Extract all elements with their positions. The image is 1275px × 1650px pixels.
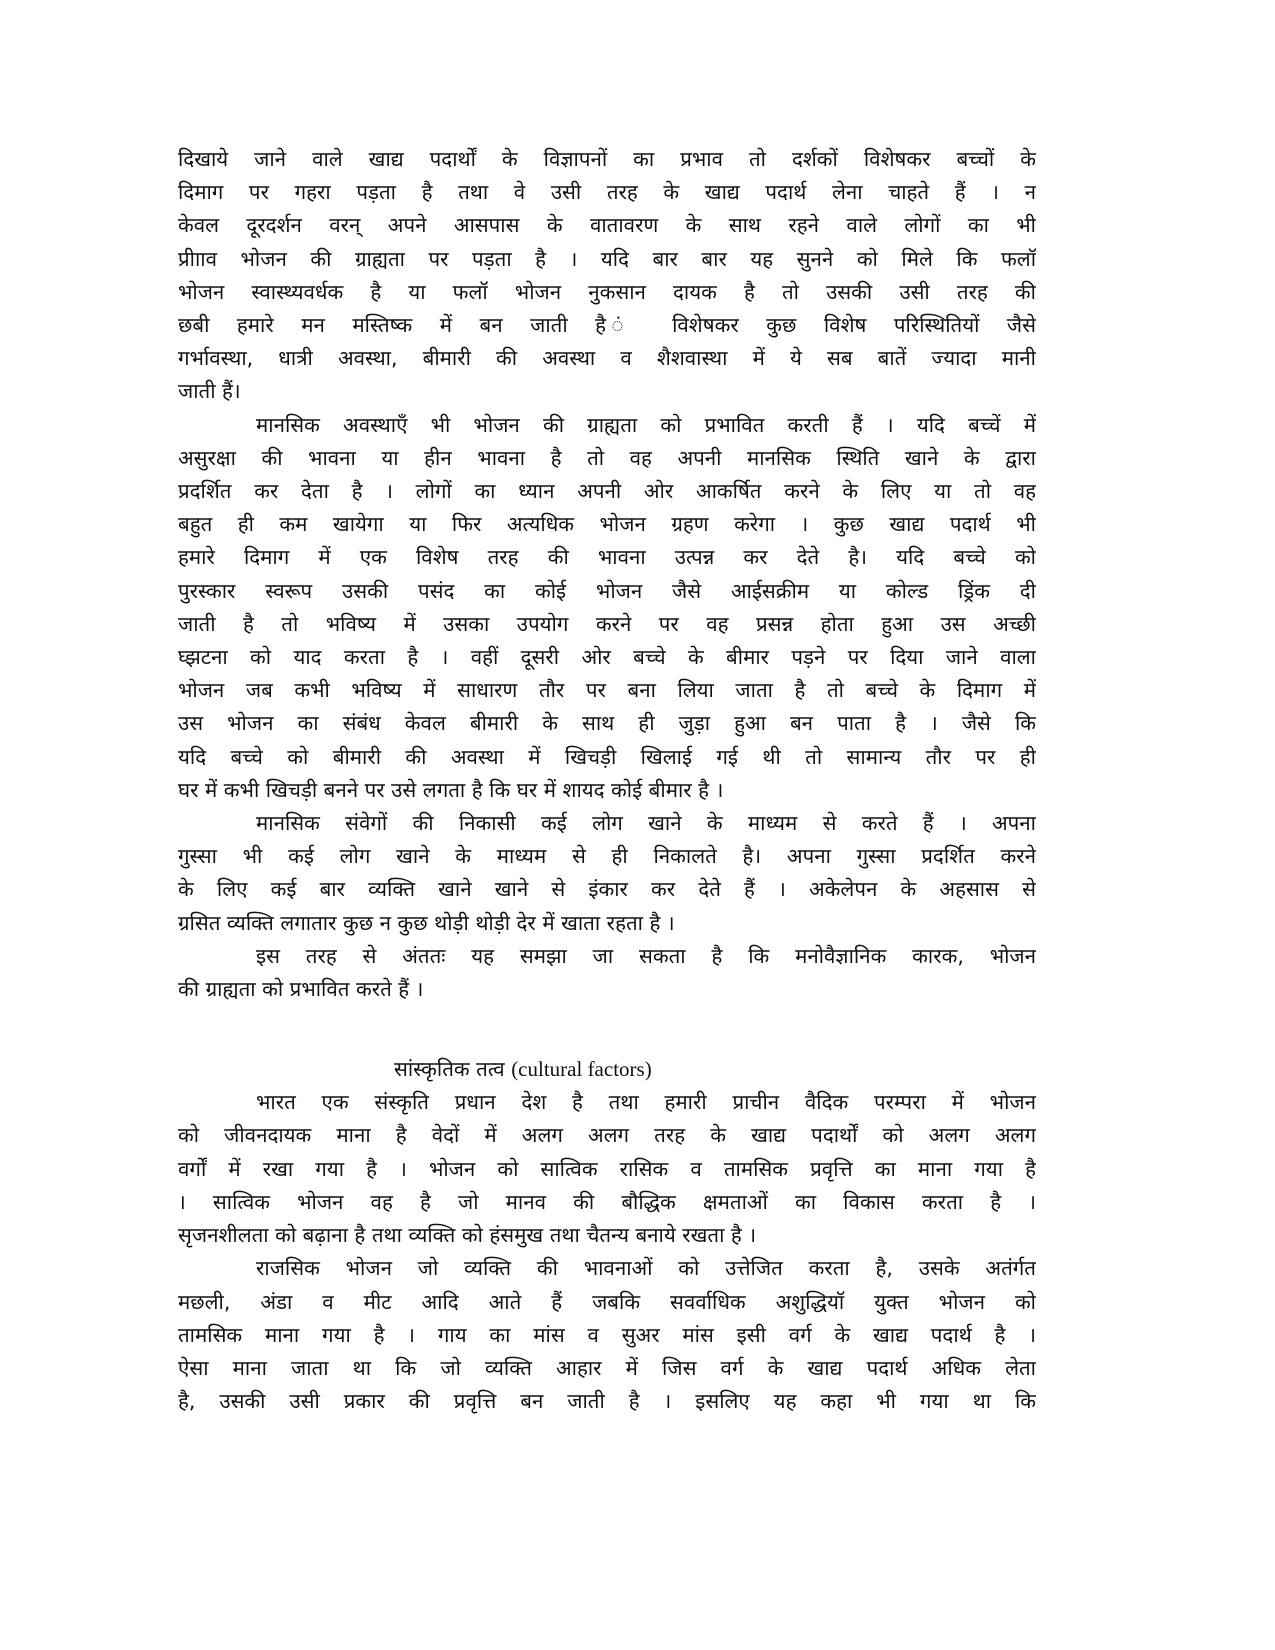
text-line: ग्रसित व्यक्ति लगातार कुछ न कुछ थोड़ी थोड़ी देर में खाता रहता है । <box>178 910 675 935</box>
paragraph-advertising-influence <box>178 143 1036 409</box>
text-line: है, उसकी उसी प्रकार की प्रवृत्ति बन जाती है । इसलिए यह कहा भी गया था कि <box>178 1389 1036 1414</box>
paragraph-emotional-outlet <box>178 807 1036 940</box>
text-line: घर में कभी खिचड़ी बनने पर उसे लगता है कि घर में शायद कोई बीमार है । <box>178 777 724 802</box>
text-line: । सात्विक भोजन वह है जो मानव की बौद्धिक क्षमताओं का विकास करता है । <box>178 1189 1036 1214</box>
text-line: भारत एक संस्कृति प्रधान देश है तथा हमारी प्राचीन वैदिक परम्परा में भोजन <box>256 1090 1036 1115</box>
text-line: इस तरह से अंततः यह समझा जा सकता है कि मनोवैज्ञानिक कारक, भोजन <box>256 943 1036 968</box>
document-page <box>178 143 1036 1418</box>
text-line: छबी हमारे मन मस्तिष्क में बन जाती है ं विशेषकर कुछ विशेष परिस्थितियों जैसे <box>178 313 1036 338</box>
text-line: जाती हैं। <box>178 379 241 404</box>
text-line: गर्भावस्था, धात्री अवस्था, बीमारी की अवस्था व शैशवास्था में ये सब बातें ज्यादा मानी <box>178 346 1036 371</box>
text-line: केवल दूरदर्शन वरन् अपने आसपास के वातावरण के साथ रहने वाले लोगों का भी <box>178 213 1036 238</box>
text-line: पुरस्कार स्वरूप उसकी पसंद का कोई भोजन जैसे आईसक्रीम या कोल्ड ड्रिंक दी <box>178 578 1036 603</box>
text-line: बहुत ही कम खायेगा या फिर अत्यधिक भोजन ग्रहण करेगा । कुछ खाद्य पदार्थ भी <box>178 512 1036 537</box>
text-line: यदि बच्चे को बीमारी की अवस्था में खिचड़ी खिलाई गई थी तो सामान्य तौर पर ही <box>178 744 1036 769</box>
text-line: मानसिक अवस्थाएँ भी भोजन की ग्राह्यता को प्रभावित करती हैं । यदि बच्चें में <box>256 412 1036 437</box>
paragraph-rajasic-tamasic <box>178 1252 1036 1418</box>
text-line: सृजनशीलता को बढ़ाना है तथा व्यक्ति को हंसमुख तथा चैतन्य बनाये रखता है । <box>178 1223 757 1248</box>
text-line: राजसिक भोजन जो व्यक्ति की भावनाओं को उत्तेजित करता है, उसके अतंर्गत <box>256 1256 1036 1281</box>
paragraph-mental-states <box>178 409 1036 807</box>
text-line: तामसिक माना गया है । गाय का मांस व सुअर मांस इसी वर्ग के खाद्य पदार्थ है । <box>178 1322 1036 1347</box>
section-heading-hindi: सांस्कृतिक तत्व <box>394 1057 505 1082</box>
text-line: के लिए कई बार व्यक्ति खाने खाने से इंकार कर देते हैं । अकेलेपन के अहसास से <box>178 877 1036 902</box>
text-line: प्रदर्शित कर देता है । लोगों का ध्यान अपनी ओर आकर्षित करने के लिए या तो वह <box>178 479 1036 504</box>
paragraph-cultural-tradition <box>178 1086 1036 1252</box>
text-line: भोजन जब कभी भविष्य में साधारण तौर पर बना लिया जाता है तो बच्चे के दिमाग में <box>178 678 1036 703</box>
text-line: को जीवनदायक माना है वेदों में अलग अलग तरह के खाद्य पदार्थों को अलग अलग <box>178 1123 1036 1148</box>
section-heading-english: (cultural factors) <box>511 1057 652 1082</box>
text-line: मछली, अंडा व मीट आदि आते हैं जबकि सवर्वाधिक अशुद्धियॉ युक्त भोजन को <box>178 1289 1036 1314</box>
text-line: घ्झटना को याद करता है । वहीं दूसरी ओर बच्चे के बीमार पड़ने पर दिया जाने वाला <box>178 645 1036 670</box>
paragraph-conclusion <box>178 940 1036 1006</box>
text-line: असुरक्षा की भावना या हीन भावना है तो वह अपनी मानसिक स्थिति खाने के द्वारा <box>178 445 1036 470</box>
text-line: की ग्राह्यता को प्रभावित करते हैं । <box>178 977 424 1002</box>
text-line: जाती है तो भविष्य में उसका उपयोग करने पर वह प्रसन्न होता हुआ उस अच्छी <box>178 611 1036 636</box>
text-line: हमारे दिमाग में एक विशेष तरह की भावना उत्पन्न कर देते है। यदि बच्चे को <box>178 545 1036 570</box>
text-line: ऐसा माना जाता था कि जो व्यक्ति आहार में जिस वर्ग के खाद्य पदार्थ अधिक लेता <box>178 1355 1036 1380</box>
text-line: दिमाग पर गहरा पड़ता है तथा वे उसी तरह के खाद्य पदार्थ लेना चाहते हैं । न <box>178 180 1036 205</box>
text-line: प्रीााव भोजन की ग्राह्यता पर पड़ता है । यदि बार बार यह सुनने को मिले कि फलॉ <box>178 246 1036 271</box>
text-line: गुस्सा भी कई लोग खाने के माध्यम से ही निकालते है। अपना गुस्सा प्रदर्शित करने <box>178 844 1036 869</box>
text-line: मानसिक संवेगों की निकासी कई लोग खाने के माध्यम से करते हैं । अपना <box>256 811 1036 836</box>
text-line: दिखाये जाने वाले खाद्य पदार्थों के विज्ञापनों का प्रभाव तो दर्शकों विशेषकर बच्चों के <box>178 147 1036 171</box>
text-line: भोजन स्वास्थ्यवर्धक है या फलॉ भोजन नुकसान दायक है तो उसकी उसी तरह की <box>178 279 1036 304</box>
text-line: वर्गों में रखा गया है । भोजन को सात्विक रासिक व तामसिक प्रवृत्ति का माना गया है <box>178 1156 1036 1181</box>
text-line: उस भोजन का संबंध केवल बीमारी के साथ ही जुड़ा हुआ बन पाता है । जैसे कि <box>178 711 1036 736</box>
section-heading <box>178 1052 1036 1086</box>
